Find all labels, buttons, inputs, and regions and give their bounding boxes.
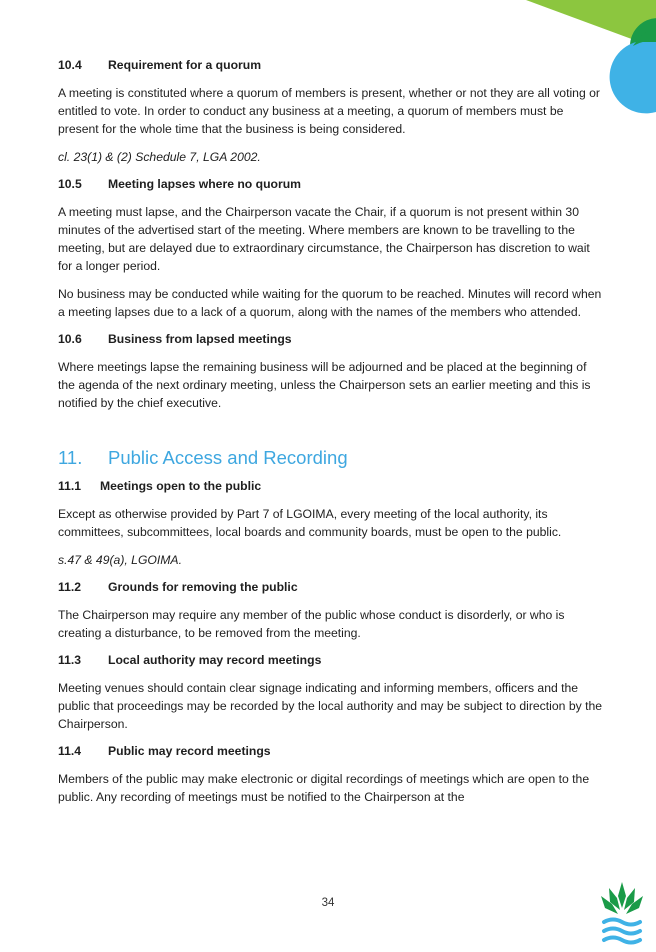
paragraph: Meeting venues should contain clear signage indicating and informing members, officers and the public that proceedings may be recorded by the local authority and may be subject to direction by the Chairperson. (58, 681, 603, 731)
paragraph: Where meetings lapse the remaining business will be adjourned and be placed at the beginning of the agenda of the next ordinary meeting, unless the Chairperson sets an earlier meeting and this is notified by the chief executive. (58, 360, 591, 410)
section-title: Meeting lapses where no quorum (108, 177, 302, 191)
section-number: 11.4 (58, 744, 82, 758)
document-body (58, 57, 603, 816)
section-heading-11-2 (58, 579, 603, 595)
section-title: Local authority may record meetings (108, 653, 322, 667)
paragraph: A meeting is constituted where a quorum of members is present, whether or not they are all voting or entitled to vote. In order to conduct any business at a meeting, a quorum of members must be present for the whole time that the business is being considered. (58, 86, 600, 136)
section-title: Business from lapsed meetings (108, 332, 292, 346)
paragraph: No business may be conducted while waiting for the quorum to be reached. Minutes will record when a meeting lapses due to a lack of a quorum, along with the names of the members who attended. (58, 287, 602, 319)
section-number: 10.6 (58, 332, 82, 346)
paragraph: Except as otherwise provided by Part 7 of LGOIMA, every meeting of the local authority, its committees, subcommittees, local boards and community boards, must be open to the public. (58, 507, 562, 539)
section-title: Requirement for a quorum (108, 58, 262, 72)
section-heading-10-6 (58, 331, 603, 347)
section-heading-11-4 (58, 743, 603, 759)
citation: s.47 & 49(a), LGOIMA. (58, 553, 182, 567)
section-title: Grounds for removing the public (108, 580, 298, 594)
section-heading-10-5 (58, 176, 603, 192)
section-title: Public may record meetings (108, 744, 271, 758)
paragraph: Members of the public may make electronic or digital recordings of meetings which are open to the public. Any recording of meetings must be notified to the Chairperson at the (58, 772, 590, 804)
section-number: 10.5 (58, 177, 82, 191)
paragraph: The Chairperson may require any member of the public whose conduct is disorderly, or who is creating a disturbance, to be removed from the meeting. (58, 608, 565, 640)
page-number: 34 (321, 897, 335, 909)
section-title: Meetings open to the public (100, 479, 262, 493)
paragraph: A meeting must lapse, and the Chairperson vacate the Chair, if a quorum is not present within 30 minutes of the advertised start of the meeting. Where members are known to be travelling to the meeting, but are delayed due to extraordinary circumstance, the Chairperson has discretion to wait for a longer period. (58, 205, 590, 273)
chapter-heading-11 (58, 446, 603, 470)
section-heading-10-4 (58, 57, 603, 73)
chapter-number: 11. (58, 447, 83, 468)
section-heading-11-1 (58, 478, 603, 494)
plant-waves-logo-icon (598, 874, 646, 946)
citation: cl. 23(1) & (2) Schedule 7, LGA 2002. (58, 150, 261, 164)
section-number: 10.4 (58, 58, 82, 72)
section-number: 11.3 (58, 653, 82, 667)
chapter-title: Public Access and Recording (108, 447, 348, 468)
section-number: 11.2 (58, 580, 82, 594)
section-number: 11.1 (58, 479, 82, 493)
section-heading-11-3 (58, 652, 603, 668)
